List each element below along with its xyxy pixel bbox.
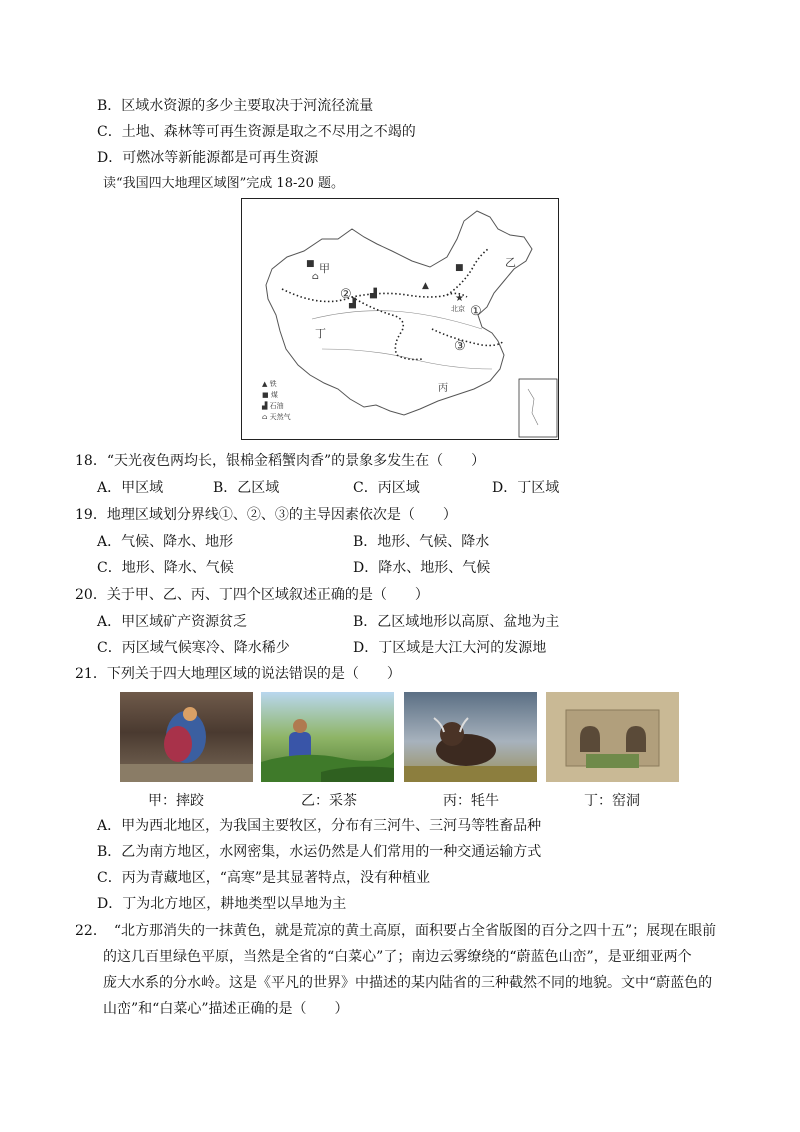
option-text: D．可燃冰等新能源都是可再生资源 bbox=[97, 150, 319, 166]
option-text: C．地形、降水、气候 bbox=[97, 560, 234, 576]
square-icon: ■ bbox=[262, 391, 271, 399]
option-text: A．甲区域 bbox=[97, 480, 164, 496]
tea-picking-scene bbox=[261, 692, 394, 782]
capital-label: 北京 bbox=[451, 305, 465, 313]
option-text: C．土地、森林等可再生资源是取之不尽用之不竭的 bbox=[97, 124, 416, 140]
legend-iron: ▲ 铁 bbox=[262, 380, 277, 388]
photo-tea-picking bbox=[261, 692, 394, 782]
question-21-stem: 21．下列关于四大地理区域的说法错误的是（ ） bbox=[75, 666, 401, 682]
boundary-label-3: ③ bbox=[454, 339, 466, 354]
legend-oil: ▟ 石油 bbox=[262, 402, 284, 410]
oil-well-icon: ▟ bbox=[349, 299, 356, 309]
oil-well-icon: ▟ bbox=[370, 289, 377, 299]
option-text: B．区域水资源的多少主要取决于河流径流量 bbox=[97, 98, 374, 114]
option-text: A．甲为西北地区，为我国主要牧区，分布有三河牛、三河马等牲畜品种 bbox=[97, 818, 542, 834]
photo-yak bbox=[404, 692, 537, 782]
option-text: B．乙为南方地区，水网密集，水运仍然是人们常用的一种交通运输方式 bbox=[97, 844, 542, 860]
photo-caption-jia: 甲：摔跤 bbox=[148, 793, 204, 809]
question-20-stem: 20．关于甲、乙、丙、丁四个区域叙述正确的是（ ） bbox=[75, 587, 429, 603]
option-text: A．甲区域矿产资源贫乏 bbox=[97, 614, 248, 630]
photo-wrestling bbox=[120, 692, 253, 782]
boundary-label-1: ① bbox=[470, 304, 482, 319]
question-22-line-4: 山峦”和“白菜心”描述正确的是（ ） bbox=[103, 1001, 349, 1017]
question-19-stem: 19．地理区域划分界线①、②、③的主导因素依次是（ ） bbox=[75, 507, 457, 523]
region-label-yi: 乙 bbox=[505, 256, 516, 269]
option-text: D．丁为北方地区，耕地类型以旱地为主 bbox=[97, 896, 347, 912]
region-label-ding: 丁 bbox=[315, 327, 326, 340]
photo-caption-bing: 丙：牦牛 bbox=[443, 793, 499, 809]
region-label-jia: 甲 bbox=[319, 262, 330, 275]
star-icon: ★ bbox=[455, 293, 464, 304]
option-text: B．乙区域地形以高原、盆地为主 bbox=[353, 614, 560, 630]
boundary-label-2: ② bbox=[340, 287, 352, 302]
option-text: A．气候、降水、地形 bbox=[97, 534, 234, 550]
legend-coal: ■ 煤 bbox=[262, 391, 278, 399]
photo-caption-yi: 乙：采茶 bbox=[301, 793, 357, 809]
option-text: B．乙区域 bbox=[213, 480, 280, 496]
square-icon: ■ bbox=[306, 259, 315, 269]
option-text: C．丙区域 bbox=[353, 480, 420, 496]
yak-scene bbox=[404, 692, 537, 782]
question-22-line-2: 的这几百里绿色平原，当然是全省的“白菜心”了；南边云雾缭绕的“蔚蓝色山峦”，是亚细亚两个 bbox=[103, 949, 692, 965]
wrestling-scene bbox=[120, 692, 253, 782]
option-text: D．丁区域是大江大河的发源地 bbox=[353, 640, 547, 656]
gas-icon: ⌂ bbox=[262, 413, 270, 421]
option-text: B．地形、气候、降水 bbox=[353, 534, 490, 550]
option-text: D．丁区域 bbox=[492, 480, 560, 496]
photo-cave-dwelling bbox=[546, 692, 679, 782]
region-label-bing: 丙 bbox=[438, 383, 448, 394]
option-text: D．降水、地形、气候 bbox=[353, 560, 491, 576]
question-22-line-3: 庞大水系的分水岭。这是《平凡的世界》中描述的某内陆省的三种截然不同的地貌。文中“蔚蓝色的 bbox=[103, 975, 713, 991]
legend-gas: ⌂ 天然气 bbox=[262, 413, 291, 421]
china-regions-map bbox=[241, 198, 559, 440]
question-18-stem: 18．“天光夜色两均长，银棉金稻蟹肉香”的景象多发生在（ ） bbox=[75, 453, 486, 469]
square-icon: ■ bbox=[455, 263, 464, 273]
gas-icon: ⌂ bbox=[312, 272, 319, 282]
oil-well-icon: ▟ bbox=[262, 402, 270, 410]
photo-caption-ding: 丁：窑洞 bbox=[584, 793, 640, 809]
triangle-icon: ▲ bbox=[422, 281, 429, 291]
option-text: C．丙区域气候寒冷、降水稀少 bbox=[97, 640, 290, 656]
option-text: C．丙为青藏地区，“高寒”是其显著特点，没有种植业 bbox=[97, 870, 431, 886]
map-outline bbox=[242, 199, 558, 439]
read-instruction: 读“我国四大地理区域图”完成 18-20 题。 bbox=[103, 176, 345, 191]
triangle-icon: ▲ bbox=[262, 380, 270, 388]
question-22-line-1: 22． “北方那消失的一抹黄色，就是荒凉的黄土高原，面积要占全省版图的百分之四十五”；展现在眼前 bbox=[75, 923, 717, 939]
cave-dwelling-scene bbox=[546, 692, 679, 782]
